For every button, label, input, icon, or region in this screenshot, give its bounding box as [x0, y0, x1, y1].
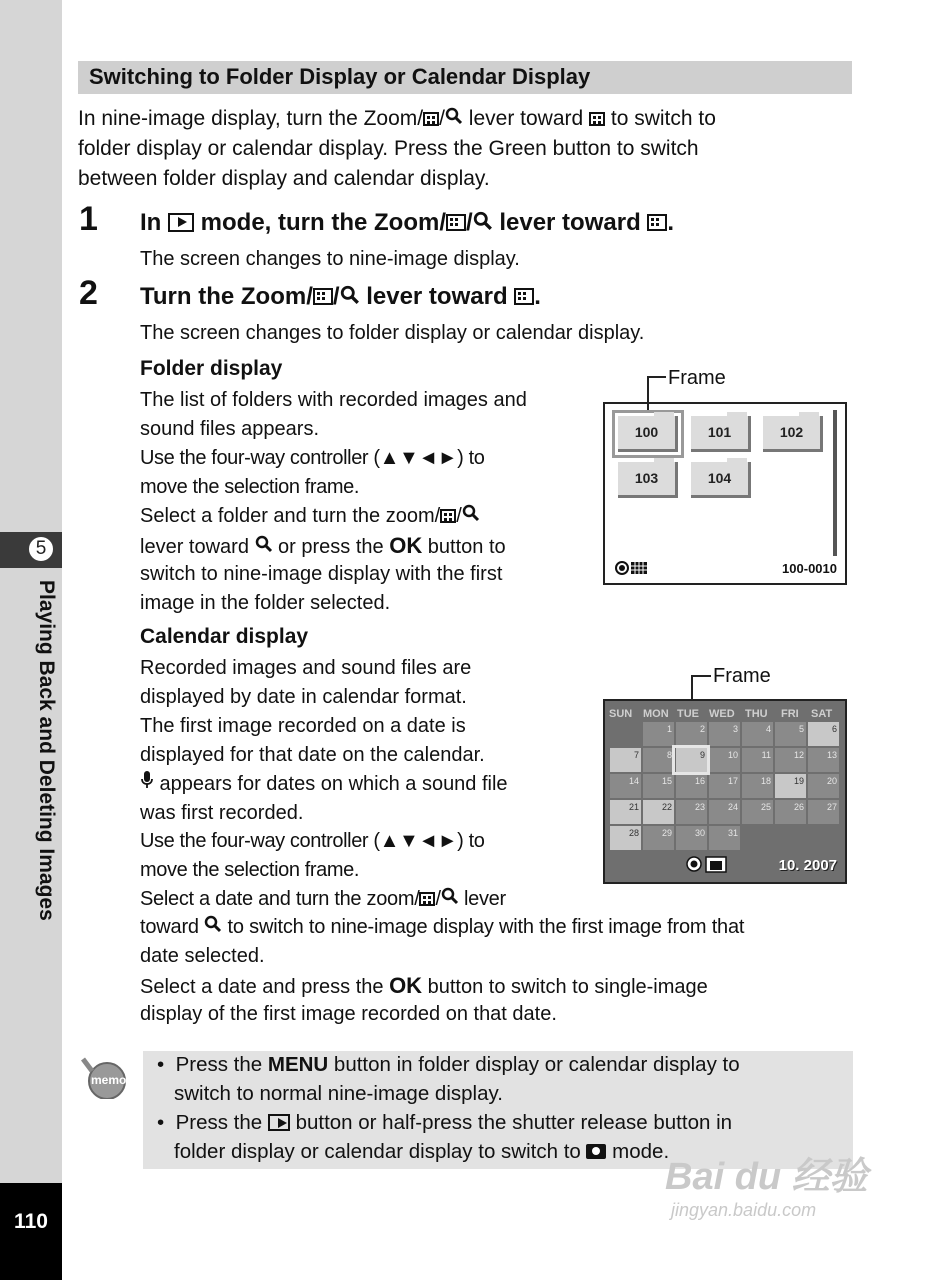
- folder-text-6: lever toward or press the OK button to: [140, 531, 506, 562]
- ok-label: OK: [389, 973, 423, 998]
- memo-bullet-1-cont: switch to normal nine-image display.: [174, 1082, 503, 1105]
- folder-text-3: Use the four-way controller (▲▼◄►) to: [140, 447, 485, 469]
- thumbnail-icon: [423, 112, 439, 126]
- calendar-date-cell: 3: [709, 722, 740, 746]
- thumbnail-icon: [514, 288, 534, 305]
- folder-text-2: sound files appears.: [140, 418, 320, 440]
- chapter-number: 5: [27, 535, 55, 563]
- calendar-weekday: MON: [643, 708, 669, 720]
- calendar-date-cell: 5: [775, 722, 806, 746]
- calendar-date-cell: 2: [676, 722, 707, 746]
- folder-text-7: switch to nine-image display with the first: [140, 563, 503, 585]
- calendar-date-cell: 10: [709, 748, 740, 772]
- calendar-date-cell: 29: [643, 826, 674, 850]
- calendar-date-cell: 17: [709, 774, 740, 798]
- thumbnail-icon: [313, 288, 333, 305]
- folder-100: 100: [618, 416, 678, 452]
- calendar-text-13: display of the first image recorded on that date.: [140, 1003, 557, 1025]
- thumbnail-icon: [419, 892, 435, 906]
- calendar-display-screen: [603, 699, 847, 884]
- step-1-title: In mode, turn the Zoom/ / lever toward .: [140, 209, 675, 236]
- calendar-selection-frame: [672, 745, 710, 775]
- calendar-date-cell: 28: [610, 826, 641, 850]
- step-2-title: Turn the Zoom/ / lever toward .: [140, 283, 541, 310]
- memo-icon-label: memo: [91, 1073, 127, 1087]
- calendar-frame-label: Frame: [713, 665, 771, 687]
- magnify-icon: [204, 913, 222, 942]
- watermark-brand: Bai du 经验: [665, 1156, 868, 1198]
- folder-101: 101: [691, 416, 751, 452]
- calendar-date-cell: 4: [742, 722, 773, 746]
- calendar-date-cell: 26: [775, 800, 806, 824]
- ok-label: OK: [389, 533, 423, 558]
- section-title: Switching to Folder Display or Calendar Display: [89, 64, 591, 89]
- memo-bullet-2-cont: folder display or calendar display to switch to mode.: [174, 1140, 670, 1163]
- menu-label: MENU: [267, 1053, 329, 1076]
- calendar-date-cell: 21: [610, 800, 641, 824]
- intro-line-2: folder display or calendar display. Press the Green button to switch: [78, 137, 699, 160]
- magnify-icon: [445, 104, 463, 134]
- magnify-icon: [441, 885, 459, 914]
- calendar-text-10: toward to switch to nine-image display with the first image from that: [140, 913, 744, 942]
- calendar-date-cell: 15: [643, 774, 674, 798]
- calendar-date-cell: 23: [676, 800, 707, 824]
- calendar-date-cell: 25: [742, 800, 773, 824]
- memo-icon: [80, 1057, 128, 1099]
- page-number: 110: [14, 1210, 48, 1233]
- calendar-date-cell: 13: [808, 748, 839, 772]
- calendar-weekday: WED: [709, 708, 735, 720]
- calendar-date-cell: 24: [709, 800, 740, 824]
- step-1-number: 1: [79, 200, 98, 238]
- magnify-icon: [462, 502, 480, 531]
- calendar-month: 10. 2007: [778, 857, 837, 874]
- thumbnail-icon: [440, 509, 456, 523]
- calendar-date-cell: 6: [808, 722, 839, 746]
- calendar-date-cell: 16: [676, 774, 707, 798]
- calendar-date-cell: 30: [676, 826, 707, 850]
- calendar-weekday: SUN: [609, 708, 633, 720]
- folder-text-4: move the selection frame.: [140, 476, 359, 498]
- calendar-date-cell: 19: [775, 774, 806, 798]
- calendar-text-6: was first recorded.: [140, 802, 304, 824]
- magnify-icon: [473, 210, 493, 238]
- calendar-date-cell: 20: [808, 774, 839, 798]
- calendar-text-8: move the selection frame.: [140, 859, 359, 881]
- calendar-display-title: Calendar display: [140, 625, 309, 648]
- magnify-icon: [340, 284, 360, 312]
- calendar-text-11: date selected.: [140, 945, 265, 967]
- folder-text-8: image in the folder selected.: [140, 592, 391, 614]
- camera-icon: [586, 1144, 606, 1159]
- calendar-date-cell: 18: [742, 774, 773, 798]
- calendar-text-5: appears for dates on which a sound file: [140, 770, 508, 799]
- calendar-date-cell: 12: [775, 748, 806, 772]
- folder-text-1: The list of folders with recorded images and: [140, 389, 527, 411]
- calendar-date-cell: 11: [742, 748, 773, 772]
- calendar-weekday: THU: [745, 708, 768, 720]
- intro-line-3: between folder display and calendar display.: [78, 167, 490, 190]
- calendar-date-cell: 14: [610, 774, 641, 798]
- magnify-icon: [255, 533, 273, 562]
- green-button-calendar-icon: [614, 560, 650, 581]
- calendar-date-cell: 31: [709, 826, 740, 850]
- playback-icon: [168, 213, 194, 232]
- thumbnail-icon: [589, 112, 605, 126]
- calendar-text-3: The first image recorded on a date is: [140, 715, 466, 737]
- thumbnail-icon: [647, 214, 667, 231]
- calendar-text-12: Select a date and press the OK button to switch to single-image: [140, 973, 708, 998]
- calendar-text-7: Use the four-way controller (▲▼◄►) to: [140, 830, 485, 852]
- intro-line-1: In nine-image display, turn the Zoom/ / lever toward to switch to: [78, 104, 716, 134]
- calendar-date-cell: 7: [610, 748, 641, 772]
- step-2-description: The screen changes to folder display or calendar display.: [140, 322, 645, 344]
- playback-icon: [268, 1114, 290, 1131]
- folder-display-screen: [603, 402, 847, 585]
- folder-frame-label: Frame: [668, 367, 726, 389]
- calendar-weekday: TUE: [677, 708, 699, 720]
- calendar-text-1: Recorded images and sound files are: [140, 657, 472, 679]
- calendar-date-cell: 9: [676, 748, 707, 772]
- folder-104: 104: [691, 462, 751, 498]
- thumbnail-icon: [446, 214, 466, 231]
- step-2-number: 2: [79, 274, 98, 312]
- memo-bullet-1: • Press the MENU button in folder display or calendar display to: [157, 1053, 740, 1076]
- calendar-text-4: displayed for that date on the calendar.: [140, 744, 485, 766]
- calendar-weekday: SAT: [811, 708, 833, 720]
- calendar-date-cell: 8: [643, 748, 674, 772]
- calendar-text-2: displayed by date in calendar format.: [140, 686, 467, 708]
- chapter-title: Playing Back and Deleting Images: [35, 580, 58, 921]
- scrollbar: [833, 410, 837, 556]
- calendar-weekday: FRI: [781, 708, 799, 720]
- folder-102: 102: [763, 416, 823, 452]
- step-1-description: The screen changes to nine-image display.: [140, 248, 520, 270]
- watermark: [665, 1145, 868, 1221]
- calendar-date-cell: 22: [643, 800, 674, 824]
- green-button-folder-icon: [685, 855, 729, 878]
- calendar-date-cell: 27: [808, 800, 839, 824]
- microphone-icon: [140, 770, 154, 799]
- memo-bullet-2: • Press the button or half-press the shutter release button in: [157, 1111, 733, 1134]
- watermark-url: jingyan.baidu.com: [671, 1200, 817, 1220]
- folder-text-5: Select a folder and turn the zoom/ /: [140, 502, 480, 531]
- file-counter: 100-0010: [782, 561, 837, 576]
- folder-display-title: Folder display: [140, 357, 283, 380]
- calendar-date-cell: 1: [643, 722, 674, 746]
- folder-103: 103: [618, 462, 678, 498]
- calendar-text-9: Select a date and turn the zoom/ / lever: [140, 885, 506, 914]
